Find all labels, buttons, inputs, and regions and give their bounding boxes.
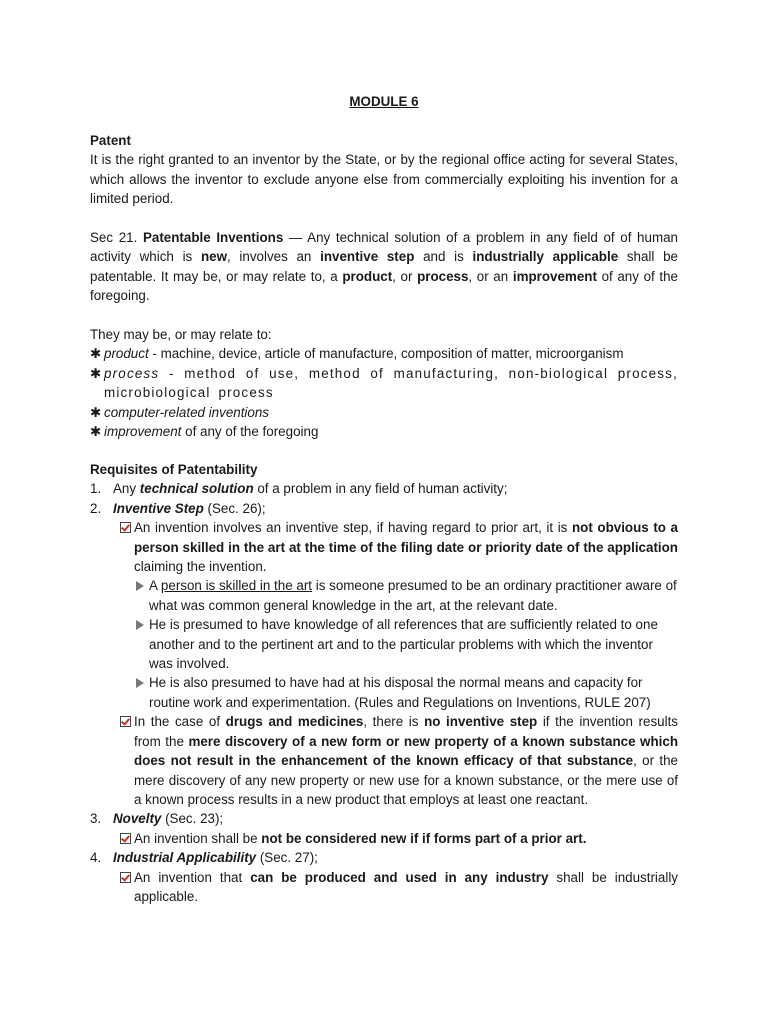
requisite-item-1: 1. Any technical solution of a problem in any field of human activity; xyxy=(90,481,508,497)
checked-point: In the case of drugs and medicines, there is no inventive step if the invention results from the mere discovery of a new form or new property of a known substance which does not result in the enhancement of the known efficacy of that substance, or the mere discovery of any new property or new use for a known substance, or the mere use of a known process results in a new product that employs at least one reactant. xyxy=(90,712,678,809)
relate-intro: They may be, or may relate to: xyxy=(90,327,272,342)
checkbox-icon xyxy=(120,833,131,844)
requisite-item-3: 3. Novelty (Sec. 23); xyxy=(90,811,224,827)
sec21-paragraph: Sec 21. Patentable Inventions — Any technical solution of a problem in any field of of human activity which is new, involves an inventive step and is industrially applicable shall be patentable. It may be, or may relate to, a product, or process, or an improvement of any of the foregoing. xyxy=(90,230,678,304)
checkbox-icon xyxy=(120,716,131,727)
triangle-arrow-icon xyxy=(136,581,144,591)
requisites-heading: Requisites of Patentability xyxy=(90,462,258,477)
patent-heading: Patent xyxy=(90,133,131,148)
sub-point: He is presumed to have knowledge of all references that are sufficiently related to one another and to the pertinent art and to the particular problems with which the inventor was involved. xyxy=(90,615,678,673)
asterisk-icon: ✱ xyxy=(90,404,102,420)
list-item: ✱ computer-related inventions xyxy=(90,403,678,422)
relate-section xyxy=(90,325,678,441)
asterisk-icon: ✱ xyxy=(90,424,102,440)
requisite-item-4: 4. Industrial Applicability (Sec. 27); xyxy=(90,850,318,866)
page-title: MODULE 6 xyxy=(349,94,419,109)
list-item: ✱ improvement of any of the foregoing xyxy=(90,422,678,441)
asterisk-icon: ✱ xyxy=(90,365,102,381)
triangle-arrow-icon xyxy=(136,620,144,630)
patent-section xyxy=(90,131,678,209)
list-item: ✱ process - method of use, method of manufacturing, non-biological process, microbiological process xyxy=(90,365,678,401)
checked-point: An invention shall be not be considered new if if forms part of a prior art. xyxy=(90,829,678,848)
triangle-arrow-icon xyxy=(136,678,144,688)
checked-point: An invention that can be produced and used in any industry shall be industrially applicable. xyxy=(90,868,678,907)
list-item: ✱ product - machine, device, article of manufacture, composition of matter, microorganism xyxy=(90,344,678,363)
requisites-section xyxy=(90,460,678,906)
checkbox-icon xyxy=(120,872,131,883)
asterisk-icon: ✱ xyxy=(90,346,102,362)
sub-point: He is also presumed to have had at his disposal the normal means and capacity for routine work and experimentation. (Rules and Regulations on Inventions, RULE 207) xyxy=(90,673,678,712)
patent-definition: It is the right granted to an inventor by the State, or by the regional office acting for several States, which allows the inventor to exclude anyone else from commercially exploiting his invention for a limited period. xyxy=(90,152,678,207)
checked-point: An invention involves an inventive step, if having regard to prior art, it is not obvious to a person skilled in the art at the time of the filing date or priority date of the application claiming the invention. xyxy=(90,518,678,576)
requisite-item-2: 2. Inventive Step (Sec. 26); xyxy=(90,500,266,516)
checkbox-icon xyxy=(120,522,131,533)
sub-point: A person is skilled in the art is someone presumed to be an ordinary practitioner aware of what was common general knowledge in the art, at the relevant date. xyxy=(90,576,678,615)
